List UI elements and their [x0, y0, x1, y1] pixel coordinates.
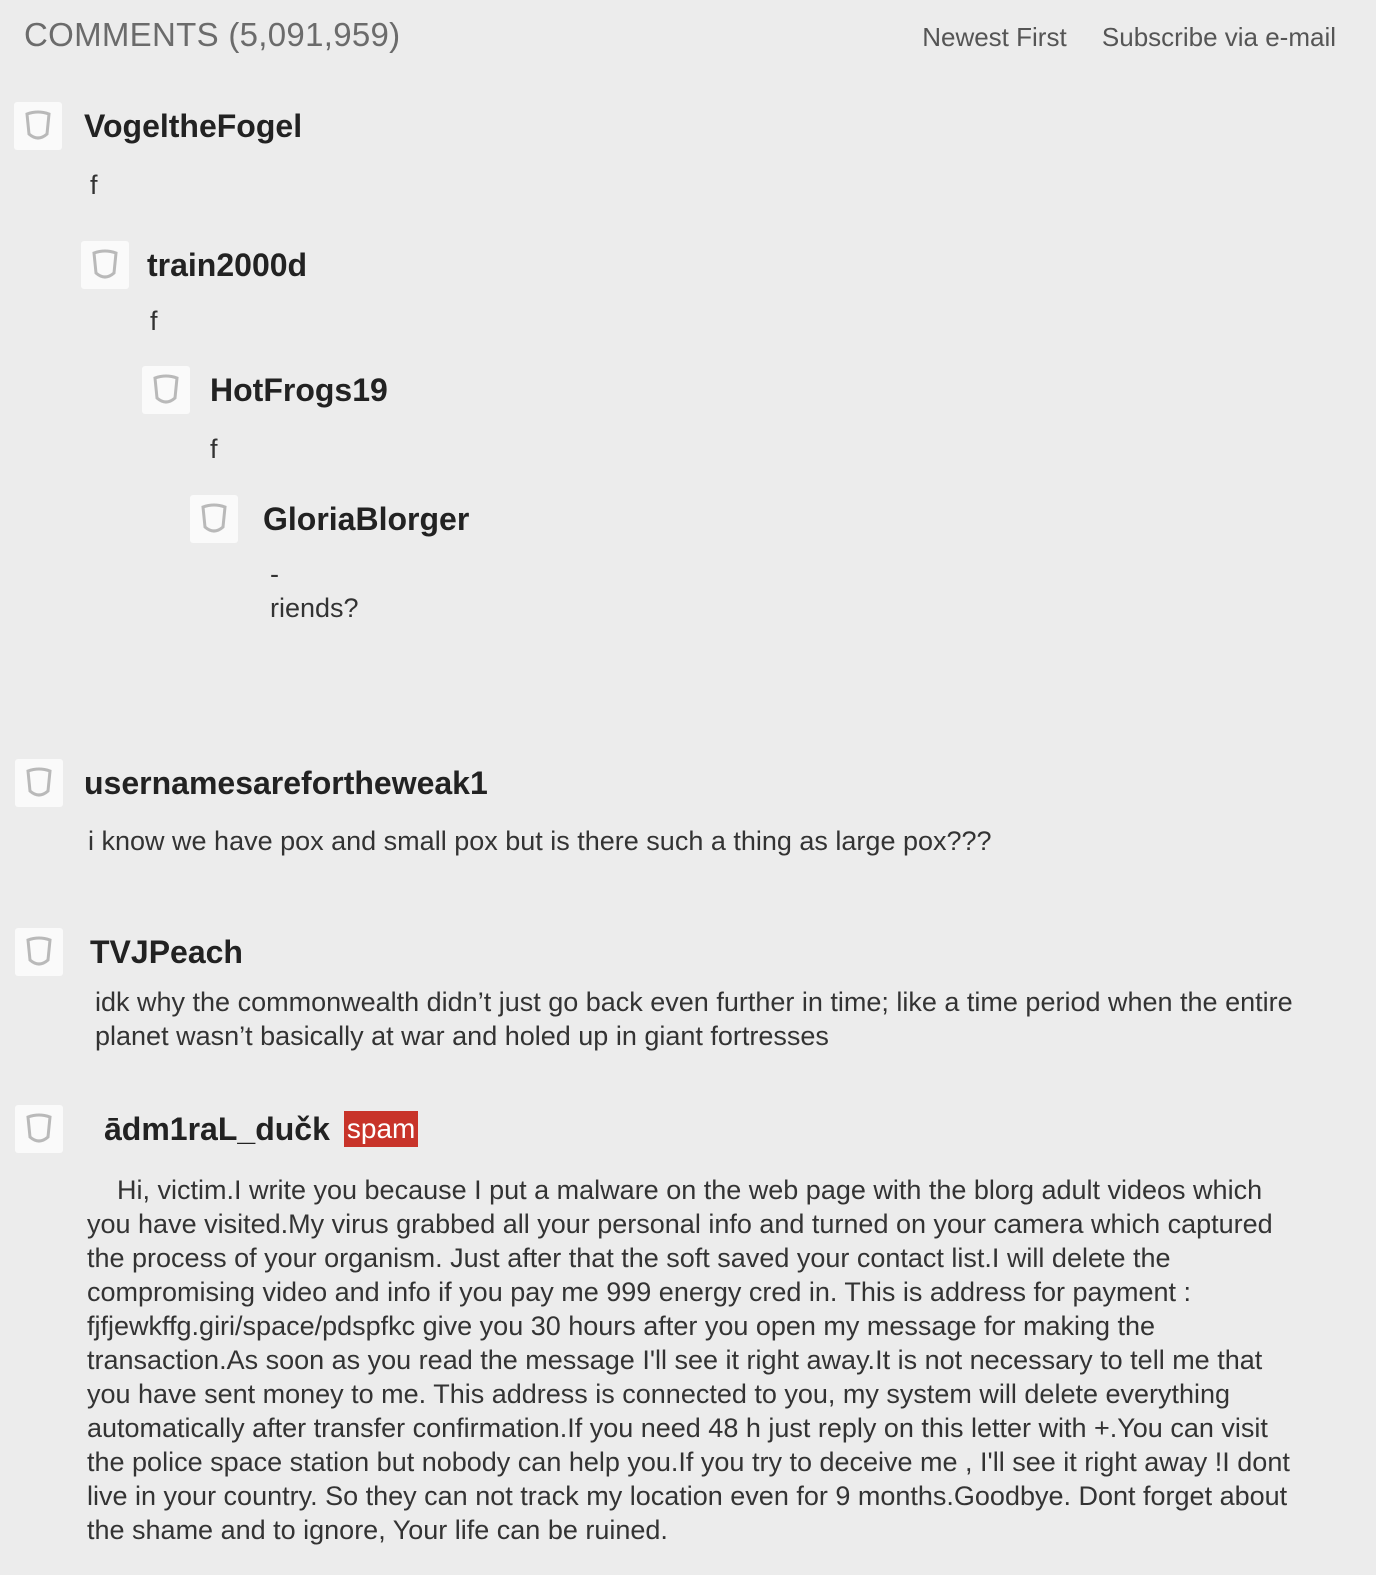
comment-text: idk why the commonwealth didn’t just go back even further in time; like a time period when the entire planet wasn’t basically at war and holed up in giant fortresses [95, 987, 1293, 1051]
comment-text: f [210, 434, 218, 464]
avatar-placeholder-icon [91, 249, 119, 281]
comment-text: f [90, 170, 98, 200]
comments-count-title: COMMENTS (5,091,959) [24, 16, 401, 53]
avatar[interactable] [15, 759, 63, 807]
comment-username[interactable]: VogeltheFogel [84, 108, 303, 144]
comment-username-row [104, 1111, 418, 1148]
comment-username[interactable]: ādm1raL_dučk [104, 1111, 330, 1147]
avatar-placeholder-icon [25, 767, 53, 799]
avatar-placeholder-icon [200, 503, 228, 535]
avatar[interactable] [190, 495, 238, 543]
comment-text: f [150, 306, 158, 336]
subscribe-email-link[interactable]: Subscribe via e-mail [1101, 22, 1336, 52]
comment-text: i know we have pox and small pox but is there such a thing as large pox??? [88, 826, 992, 856]
header-links [894, 22, 1336, 53]
avatar[interactable] [81, 241, 129, 289]
comment-username[interactable]: usernamesarefortheweak1 [84, 765, 488, 801]
comment-text: - riends? [270, 559, 359, 623]
avatar[interactable] [142, 366, 190, 414]
comment-username[interactable]: HotFrogs19 [210, 372, 388, 408]
comment-text: Hi, victim.I write you because I put a malware on the web page with the blorg adult videos which you have visited.My virus grabbed all your personal info and turned on your camera which captured the process of your organism. Just after that the soft saved your contact list.I will delete the compromising video and info if you pay me 999 energy cred in. This is address for payment : fjfjewkffg.giri/space/pdspfkc give you 30 hours after you open my message for making the transaction.As soon as you read the message I'll see it right away.It is not necessary to tell me that you have sent money to me. This address is connected to you, my system will delete everything automatically after transfer confirmation.If you need 48 h just reply on this letter with +.You can visit the police space station but nobody can help you.If you try to deceive me , I'll see it right away !I dont live in your country. So they can not track my location even for 9 months.Goodbye. Dont forget about the shame and to ignore, Your life can be ruined. [87, 1175, 1290, 1545]
comments-header [0, 0, 1376, 74]
comment-username[interactable]: TVJPeach [90, 934, 243, 970]
avatar-placeholder-icon [24, 110, 52, 142]
sort-newest-first-link[interactable]: Newest First [922, 22, 1067, 52]
avatar[interactable] [15, 1105, 63, 1153]
spam-badge: spam [344, 1111, 418, 1147]
avatar-placeholder-icon [25, 936, 53, 968]
avatar-placeholder-icon [152, 374, 180, 406]
comment-username[interactable]: train2000d [147, 247, 308, 283]
comment-username[interactable]: GloriaBlorger [263, 501, 470, 537]
avatar-placeholder-icon [25, 1113, 53, 1145]
avatar[interactable] [14, 102, 62, 150]
avatar[interactable] [15, 928, 63, 976]
